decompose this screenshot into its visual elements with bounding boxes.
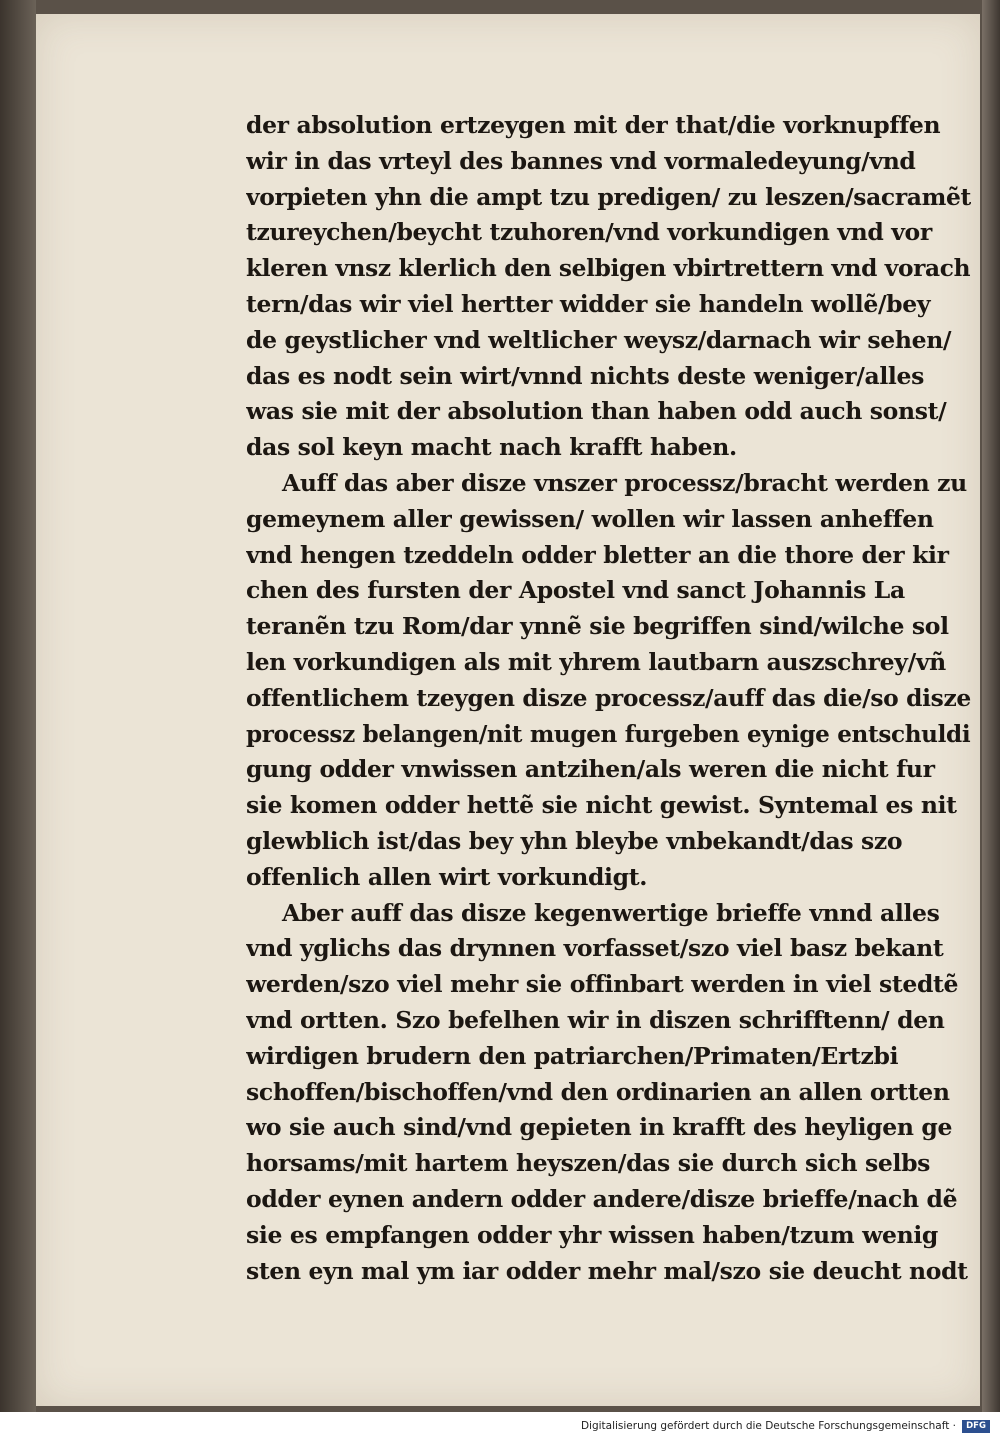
text-line: werden/szo viel mehr sie offinbart werden in viel stedtẽ	[246, 970, 959, 999]
text-line: Auff das aber disze vnszer processz/bracht werden zu	[282, 468, 967, 497]
text-line: tern/das wir viel hertter widder sie handeln wollẽ/bey	[246, 289, 931, 318]
text-line: gung odder vnwissen antzihen/als weren die nicht fur	[246, 755, 935, 784]
text-line: der absolution ertzeygen mit der that/die vorknupffen	[246, 111, 941, 139]
text-line: offenlich allen wirt vorkundigt.	[246, 862, 648, 891]
text-line: schoffen/bischoffen/vnd den ordinarien an allen ortten	[246, 1077, 950, 1106]
text-line: wo sie auch sind/vnd gepieten in krafft des heyligen ge	[246, 1113, 953, 1142]
text-line: tzureychen/beycht tzuhoren/vnd vorkundigen vnd vor	[246, 218, 932, 247]
text-line: wir in das vrteyl des bannes vnd vormaledeyung/vnd	[246, 146, 916, 175]
text-line: teranẽn tzu Rom/dar ynnẽ sie begriffen sind/wilche sol	[246, 612, 949, 641]
text-line: sie komen odder hettẽ sie nicht gewist. Syntemal es nit	[246, 791, 957, 820]
text-line: processz belangen/nit mugen furgeben eynige entschuldi	[246, 720, 971, 748]
text-line: odder eynen andern odder andere/disze brieffe/nach dẽ	[246, 1184, 958, 1213]
footer-bar	[0, 1412, 1000, 1442]
text-block	[246, 108, 971, 1289]
dfg-logo-icon: DFG	[962, 1420, 990, 1433]
text-line: Aber auff das disze kegenwertige brieffe vnnd alles	[282, 898, 940, 927]
text-line: gemeynem aller gewissen/ wollen wir lassen anheffen	[246, 504, 934, 533]
text-line: vorpieten yhn die ampt tzu predigen/ zu leszen/sacramẽt	[246, 182, 971, 211]
text-line: vnd ortten. Szo befelhen wir in diszen schrifftenn/ den	[246, 1005, 945, 1034]
text-line: das sol keyn macht nach krafft haben.	[246, 433, 737, 462]
text-line: vnd hengen tzeddeln odder bletter an die thore der kir	[246, 540, 949, 569]
text-line: vnd yglichs das drynnen vorfasset/szo viel basz bekant	[246, 934, 944, 963]
text-line: sie es empfangen odder yhr wissen haben/tzum wenig	[246, 1220, 938, 1249]
text-line: das es nodt sein wirt/vnnd nichts deste weniger/alles	[246, 361, 924, 390]
text-line: glewblich ist/das bey yhn bleybe vnbekandt/das szo	[246, 826, 903, 855]
book-page	[36, 14, 980, 1406]
text-line: chen des fursten der Apostel vnd sanct Johannis La	[246, 576, 905, 605]
text-line: len vorkundigen als mit yhrem lautbarn auszschrey/vñ	[246, 647, 946, 676]
text-line: offentlichem tzeygen disze processz/auff das die/so disze	[246, 683, 971, 712]
text-line: sten eyn mal ym iar odder mehr mal/szo sie deucht nodt	[246, 1256, 968, 1285]
text-line: wirdigen brudern den patriarchen/Primaten/Ertzbi	[246, 1041, 899, 1070]
funding-credit: Digitalisierung gefördert durch die Deutsche Forschungsgemeinschaft ·	[580, 1420, 956, 1432]
text-line: horsams/mit hartem heyszen/das sie durch sich selbs	[246, 1149, 931, 1178]
text-line: de geystlicher vnd weltlicher weysz/darnach wir sehen/	[246, 325, 952, 354]
text-line: kleren vnsz klerlich den selbigen vbirtrettern vnd vorach	[246, 255, 971, 283]
text-line: was sie mit der absolution than haben odd auch sonst/	[246, 397, 947, 426]
